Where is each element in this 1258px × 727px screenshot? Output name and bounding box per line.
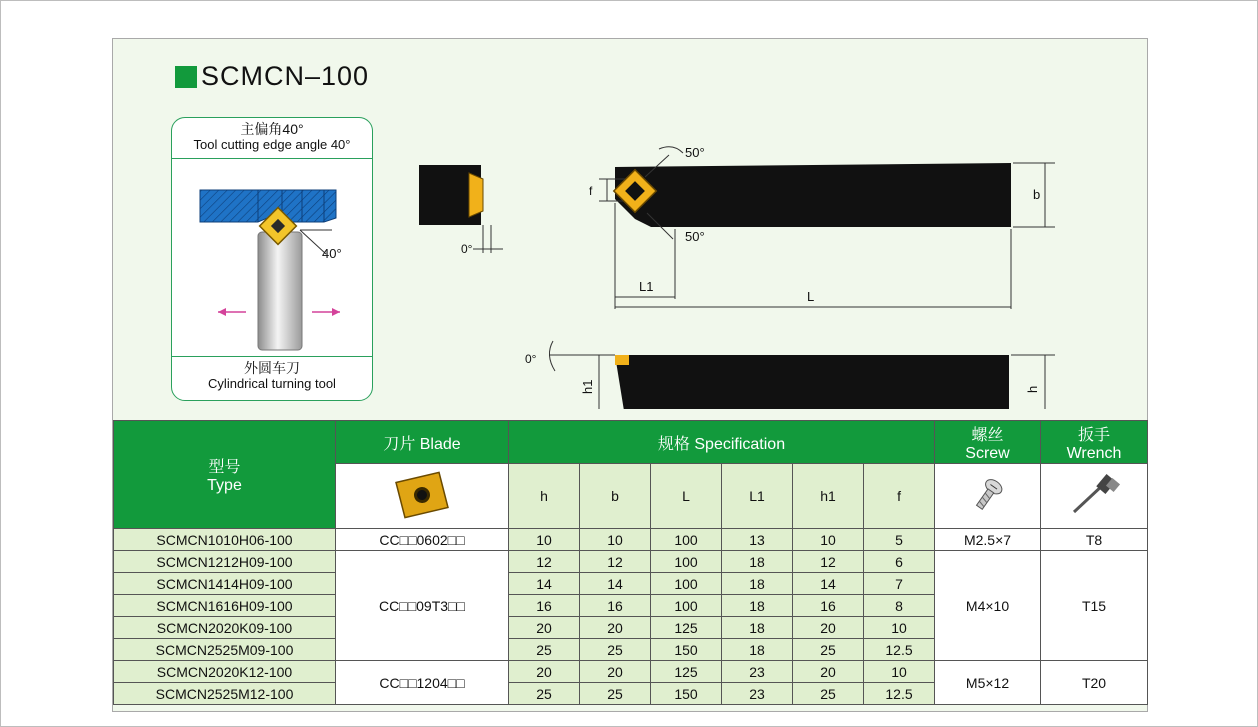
col-b: b xyxy=(580,464,651,529)
top-angle-label: 50° xyxy=(685,145,705,160)
insert-icon xyxy=(390,469,454,521)
value-cell: 8 xyxy=(864,595,935,617)
type-header-cn: 型号 xyxy=(208,459,241,476)
wrench-cell: T8 xyxy=(1041,529,1148,551)
catalog-panel xyxy=(112,38,1148,712)
value-cell: 20 xyxy=(580,661,651,683)
front-view xyxy=(419,165,503,256)
value-cell: 18 xyxy=(722,573,793,595)
bottom-angle-label: 50° xyxy=(685,229,705,244)
type-cell: SCMCN2525M09-100 xyxy=(114,639,336,661)
value-cell: 10 xyxy=(793,529,864,551)
value-cell: 10 xyxy=(864,661,935,683)
col-l1: L1 xyxy=(722,464,793,529)
value-cell: 25 xyxy=(509,683,580,705)
type-cell: SCMCN1212H09-100 xyxy=(114,551,336,573)
value-cell: 18 xyxy=(722,551,793,573)
screw-cell: M4×10 xyxy=(935,551,1041,661)
col-f: f xyxy=(864,464,935,529)
value-cell: 16 xyxy=(580,595,651,617)
wrench-icon xyxy=(1064,470,1124,520)
value-cell: 10 xyxy=(864,617,935,639)
value-cell: 10 xyxy=(580,529,651,551)
screw-icon xyxy=(966,473,1010,517)
col-h1: h1 xyxy=(793,464,864,529)
table-row xyxy=(114,529,1148,551)
value-cell: 7 xyxy=(864,573,935,595)
type-cell: SCMCN2020K09-100 xyxy=(114,617,336,639)
side-view xyxy=(525,341,1055,409)
value-cell: 12 xyxy=(509,551,580,573)
tool-drawings xyxy=(403,119,1103,409)
specification-table xyxy=(113,420,1148,705)
wrench-cell: T20 xyxy=(1041,661,1148,705)
title-text: SCMCN–100 xyxy=(201,61,370,91)
wrench-header xyxy=(1041,421,1148,464)
dim-h-label: h xyxy=(1025,385,1040,393)
angle-caption-en: Tool cutting edge angle 40° xyxy=(193,137,351,152)
screw-header-cn: 螺丝 xyxy=(971,426,1004,444)
type-cell: SCMCN2020K12-100 xyxy=(114,661,336,683)
screw-header-en: Screw xyxy=(965,444,1010,462)
value-cell: 100 xyxy=(651,573,722,595)
type-header xyxy=(114,421,336,529)
dim-b-label: b xyxy=(1033,187,1041,202)
screw-cell: M5×12 xyxy=(935,661,1041,705)
value-cell: 12 xyxy=(793,551,864,573)
value-cell: 14 xyxy=(793,573,864,595)
value-cell: 12 xyxy=(580,551,651,573)
table-row xyxy=(114,551,1148,573)
top-view xyxy=(589,145,1055,309)
blade-cell: CC□□0602□□ xyxy=(336,529,509,551)
value-cell: 12.5 xyxy=(864,639,935,661)
value-cell: 25 xyxy=(793,683,864,705)
cutting-angle-label: 40° xyxy=(322,246,342,261)
screw-header xyxy=(935,421,1041,464)
value-cell: 25 xyxy=(580,639,651,661)
angle-caption-cn: 主偏角40° xyxy=(240,121,304,137)
dim-l-label: L xyxy=(807,289,815,304)
col-l: L xyxy=(651,464,722,529)
value-cell: 16 xyxy=(509,595,580,617)
value-cell: 100 xyxy=(651,595,722,617)
product-title xyxy=(175,61,369,92)
front-angle-label: 0° xyxy=(461,242,473,256)
workpiece-illustration xyxy=(172,160,372,360)
value-cell: 18 xyxy=(722,617,793,639)
value-cell: 14 xyxy=(580,573,651,595)
blade-header: 刀片 Blade xyxy=(336,421,509,464)
value-cell: 125 xyxy=(651,617,722,639)
type-header-en: Type xyxy=(207,477,242,494)
tool-type-en: Cylindrical turning tool xyxy=(208,376,336,391)
title-marker xyxy=(175,66,197,88)
col-h: h xyxy=(509,464,580,529)
angle-caption-bottom xyxy=(172,356,372,400)
wrench-header-cn: 扳手 xyxy=(1078,426,1111,444)
side-angle-label: 0° xyxy=(525,352,537,366)
value-cell: 18 xyxy=(722,639,793,661)
angle-caption-top xyxy=(172,122,372,159)
type-cell: SCMCN1010H06-100 xyxy=(114,529,336,551)
value-cell: 16 xyxy=(793,595,864,617)
value-cell: 20 xyxy=(509,617,580,639)
cutting-angle-panel xyxy=(171,117,373,401)
value-cell: 20 xyxy=(793,661,864,683)
type-cell: SCMCN1414H09-100 xyxy=(114,573,336,595)
value-cell: 100 xyxy=(651,551,722,573)
type-cell: SCMCN2525M12-100 xyxy=(114,683,336,705)
value-cell: 23 xyxy=(722,683,793,705)
value-cell: 12.5 xyxy=(864,683,935,705)
tool-type-cn: 外圆车刀 xyxy=(244,360,300,376)
table-row xyxy=(114,661,1148,683)
value-cell: 125 xyxy=(651,661,722,683)
value-cell: 18 xyxy=(722,595,793,617)
value-cell: 6 xyxy=(864,551,935,573)
blade-cell: CC□□1204□□ xyxy=(336,661,509,705)
wrench-cell: T15 xyxy=(1041,551,1148,661)
value-cell: 25 xyxy=(793,639,864,661)
value-cell: 150 xyxy=(651,683,722,705)
value-cell: 5 xyxy=(864,529,935,551)
screw-cell: M2.5×7 xyxy=(935,529,1041,551)
blade-image-cell xyxy=(336,464,509,529)
specification-header: 规格 Specification xyxy=(509,421,935,464)
value-cell: 100 xyxy=(651,529,722,551)
dim-h1-label: h1 xyxy=(580,379,595,394)
value-cell: 20 xyxy=(509,661,580,683)
value-cell: 25 xyxy=(509,639,580,661)
blade-cell: CC□□09T3□□ xyxy=(336,551,509,661)
wrench-image-cell xyxy=(1041,464,1148,529)
dim-f-label: f xyxy=(589,184,593,198)
value-cell: 23 xyxy=(722,661,793,683)
screw-image-cell xyxy=(935,464,1041,529)
type-cell: SCMCN1616H09-100 xyxy=(114,595,336,617)
value-cell: 13 xyxy=(722,529,793,551)
value-cell: 25 xyxy=(580,683,651,705)
value-cell: 20 xyxy=(793,617,864,639)
value-cell: 10 xyxy=(509,529,580,551)
value-cell: 14 xyxy=(509,573,580,595)
value-cell: 20 xyxy=(580,617,651,639)
value-cell: 150 xyxy=(651,639,722,661)
dim-l1-label: L1 xyxy=(639,279,654,294)
wrench-header-en: Wrench xyxy=(1066,444,1122,462)
